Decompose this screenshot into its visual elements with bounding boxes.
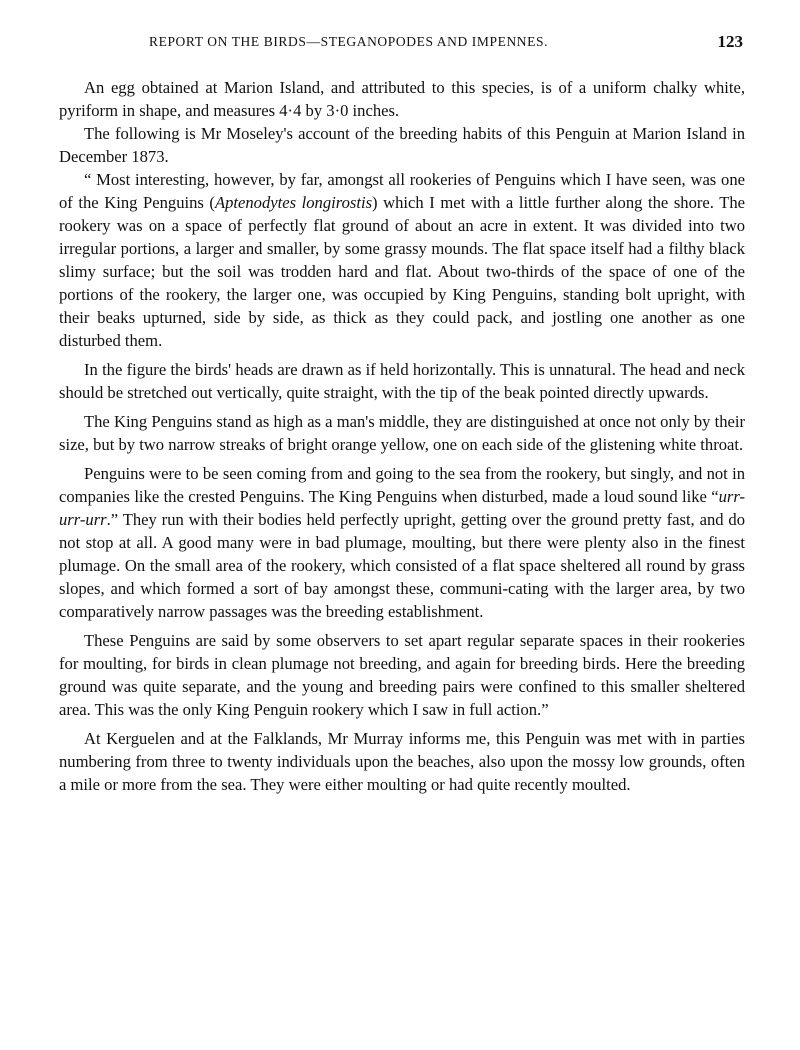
page-number: 123 xyxy=(717,32,743,51)
paragraph-rookery-text-end: ) which I met with a little further along the shore. The rookery was on a space of perfectly flat ground of about an acre in extent. It was divided into two irregular portions, a larger and smaller, by some grassy mounds. The flat space itself had a filthy black slimy surface; but the soil was trodden hard and flat. About two-thirds of the space of one of the portions of the rookery, the larger one, was occupied by King Penguins, standing bolt upright, with their beaks upturned, side by side, as thick as they could pack, and jostling one another as one disturbed them. xyxy=(59,193,745,350)
paragraph-moulting-spaces: These Penguins are said by some observers to set apart regular separate spaces in their rookeries for moulting, for birds in clean plumage not breeding, and again for breeding birds. Here the breeding ground was quite separate, and the young and breeding pairs were confined to this smaller sheltered area. This was the only King Penguin rookery which I saw in full action.” xyxy=(59,631,745,719)
paragraph-kerguelen: At Kerguelen and at the Falklands, Mr Murray informs me, this Penguin was met with in parties numbering from three to twenty individuals upon the beaches, also upon the mossy low grounds, often a mile or more from the sea. They were either moulting or had quite recently moulted. xyxy=(59,729,745,794)
paragraph-egg-description: An egg obtained at Marion Island, and attributed to this species, is of a uniform chalky white, pyriform in shape, and measures 4·4 by 3·0 inches. xyxy=(59,78,745,120)
paragraph-behaviour-text-start: Penguins were to be seen coming from and going to the sea from the rookery, but singly, and not in companies like the crested Penguins. The King Penguins when disturbed, made a loud sound like “ xyxy=(59,464,745,506)
paragraph-figure-note: In the figure the birds' heads are drawn as if held horizontally. This is unnatural. The head and neck should be stretched out vertically, quite straight, with the tip of the beak pointed directly upwards. xyxy=(59,360,745,402)
paragraph-rookery-text-start: “ Most interesting, however, by far, amongst all rookeries of Penguins which I have seen, was one of the King Penguins ( xyxy=(59,170,745,212)
paragraph-size-description: The King Penguins stand as high as a man's middle, they are distinguished at once not only by their size, but by two narrow streaks of bright orange yellow, one on each side of the glistening white throat. xyxy=(59,412,745,454)
page-header xyxy=(59,34,743,56)
running-head: REPORT ON THE BIRDS—STEGANOPODES AND IMPENNES. xyxy=(149,34,549,49)
species-name: Aptenodytes longirostis xyxy=(214,193,373,212)
paragraph-behaviour xyxy=(59,462,745,623)
call-sound: urr-urr-urr xyxy=(59,487,745,529)
paragraph-rookery-description xyxy=(59,168,745,352)
article-body xyxy=(59,76,745,796)
paragraph-moseley-intro: The following is Mr Moseley's account of the breeding habits of this Penguin at Marion Island in December 1873. xyxy=(59,124,745,166)
paragraph-behaviour-text-end: .” They run with their bodies held perfectly upright, getting over the ground pretty fast, and do not stop at all. A good many were in bad plumage, moulting, but there were plenty also in the finest plumage. On the small area of the rookery, which consisted of a flat space sheltered all round by grass slopes, and which formed a sort of bay amongst these, communi-cating with the larger area, by two comparatively narrow passages was the breeding establishment. xyxy=(59,510,745,621)
